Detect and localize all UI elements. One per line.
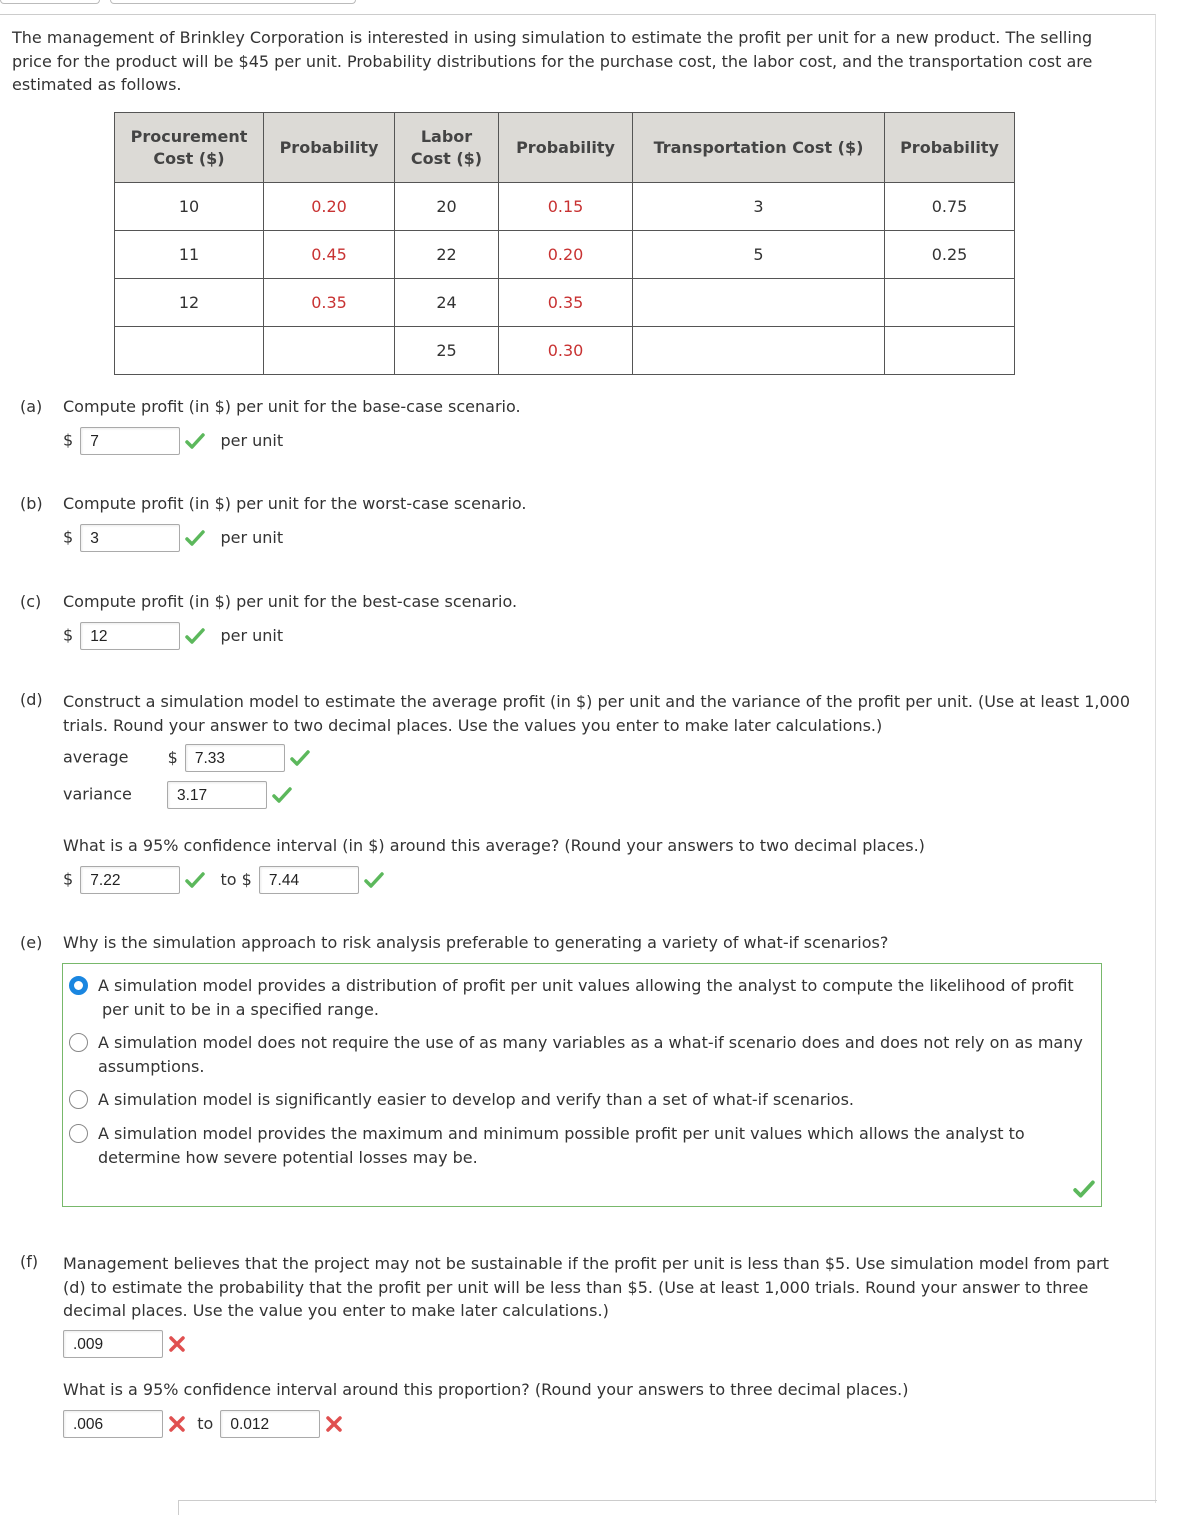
to-dollar-label: to $ [220, 869, 252, 889]
check-icon [185, 433, 205, 449]
per-unit-label: per unit [220, 625, 284, 645]
to-label: to [197, 1413, 214, 1433]
tab-outline-2[interactable] [110, 0, 356, 4]
dollar-sign: $ [63, 430, 74, 450]
cell: 0.30 [499, 327, 633, 375]
part-d-average [63, 744, 310, 772]
dollar-sign: $ [63, 625, 74, 645]
variance-label: variance [63, 784, 132, 804]
header-procurement-text: Procurement Cost ($) [130, 126, 248, 168]
probability-table [114, 112, 1015, 375]
cell: 0.20 [499, 231, 633, 279]
top-tabs [0, 0, 1178, 4]
per-unit-label: per unit [220, 430, 284, 450]
part-d-ci-question: What is a 95% confidence interval (in $) around this average? (Round your answers to two decimal places.) [63, 836, 925, 855]
part-f-answer [63, 1330, 186, 1358]
f-ci-high-input[interactable]: 0.012 [220, 1410, 320, 1438]
part-c-label: (c) [20, 592, 42, 611]
part-a-answer [63, 427, 283, 455]
check-icon [1073, 1180, 1095, 1198]
part-f-ci-question: What is a 95% confidence interval around this proportion? (Round your answers to three decimal places.) [63, 1380, 909, 1399]
cell: 0.45 [264, 231, 395, 279]
cell: 0.35 [264, 279, 395, 327]
bottom-frame-line [178, 1500, 1157, 1515]
part-d-text: Construct a simulation model to estimate the average profit (in $) per unit and the variance of the profit per unit. (Use at least 1,000 trials. Round your answer to two decimal places. Use the values you enter to make later calculations.) [63, 692, 1130, 735]
dollar-sign: $ [63, 869, 74, 889]
option-4-radio[interactable] [69, 1124, 88, 1143]
header-prob1: Probability [264, 113, 395, 183]
cell: 0.25 [885, 231, 1015, 279]
cell: 0.75 [885, 183, 1015, 231]
cell: 3 [633, 183, 885, 231]
part-c-answer [63, 622, 283, 650]
ci-low-input[interactable]: 7.22 [80, 866, 180, 894]
cell: 11 [115, 231, 264, 279]
part-c-question [20, 592, 517, 611]
check-icon [185, 872, 205, 888]
tab-outline-1[interactable] [0, 0, 100, 4]
header-labor-text: Labor Cost ($) [410, 126, 483, 168]
header-transport: Transportation Cost ($) [633, 113, 885, 183]
cell [885, 279, 1015, 327]
average-input[interactable]: 7.33 [185, 744, 285, 772]
cell: 0.35 [499, 279, 633, 327]
part-f-input[interactable]: .009 [63, 1330, 163, 1358]
cell [633, 327, 885, 375]
part-a-label: (a) [20, 397, 43, 416]
header-labor [395, 113, 499, 183]
header-prob2: Probability [499, 113, 633, 183]
check-icon [185, 628, 205, 644]
option-1-radio[interactable] [69, 976, 88, 995]
check-icon [290, 750, 310, 766]
cell [115, 327, 264, 375]
cross-icon [168, 1335, 186, 1353]
part-f-ci-answer [63, 1410, 343, 1438]
cross-icon [168, 1415, 186, 1433]
header-prob3: Probability [885, 113, 1015, 183]
option-2-radio[interactable] [69, 1033, 88, 1052]
cell [264, 327, 395, 375]
option-2-text[interactable]: A simulation model does not require the use of as many variables as a what-if scenario does and does not rely on as many assumptions. [98, 1033, 1083, 1076]
part-c-text: Compute profit (in $) per unit for the best-case scenario. [63, 592, 518, 611]
part-a-text: Compute profit (in $) per unit for the base-case scenario. [63, 397, 521, 416]
cell: 12 [115, 279, 264, 327]
option-1-text[interactable]: A simulation model provides a distribution of profit per unit values allowing the analyst to compute the likelihood of profit per unit to be in a specified range. [98, 976, 1074, 1019]
cell [633, 279, 885, 327]
part-b-question [20, 494, 527, 513]
cell: 5 [633, 231, 885, 279]
cell: 0.15 [499, 183, 633, 231]
dollar-sign: $ [63, 527, 74, 547]
table-row [115, 183, 1015, 231]
part-e-label: (e) [20, 933, 43, 952]
f-ci-low-input[interactable]: .006 [63, 1410, 163, 1438]
option-3-radio[interactable] [69, 1090, 88, 1109]
part-b-answer [63, 524, 283, 552]
part-d-variance [63, 781, 292, 809]
part-b-input[interactable]: 3 [80, 524, 180, 552]
part-b-text: Compute profit (in $) per unit for the worst-case scenario. [63, 494, 527, 513]
part-d-label: (d) [20, 690, 43, 709]
header-procurement [115, 113, 264, 183]
check-icon [364, 872, 384, 888]
option-3-text[interactable]: A simulation model is significantly easier to develop and verify than a set of what-if scenarios. [98, 1090, 854, 1109]
variance-input[interactable]: 3.17 [167, 781, 267, 809]
check-icon [272, 787, 292, 803]
part-d-ci-answer [63, 866, 384, 894]
ci-high-input[interactable]: 7.44 [259, 866, 359, 894]
table-row [115, 231, 1015, 279]
per-unit-label: per unit [220, 527, 284, 547]
cross-icon [325, 1415, 343, 1433]
cell: 20 [395, 183, 499, 231]
part-b-label: (b) [20, 494, 43, 513]
part-a-question [20, 397, 521, 416]
average-label: average [63, 747, 129, 767]
part-e-text: Why is the simulation approach to risk analysis preferable to generating a variety of what-if scenarios? [63, 933, 889, 952]
cell [885, 327, 1015, 375]
part-f-question [20, 1252, 1130, 1323]
part-d-question [20, 690, 1130, 737]
cell: 24 [395, 279, 499, 327]
part-a-input[interactable]: 7 [80, 427, 180, 455]
cell: 0.20 [264, 183, 395, 231]
check-icon [185, 530, 205, 546]
option-4-text[interactable]: A simulation model provides the maximum and minimum possible profit per unit values which allows the analyst to determine how severe potential losses may be. [98, 1124, 1025, 1167]
cell: 25 [395, 327, 499, 375]
part-c-input[interactable]: 12 [80, 622, 180, 650]
table-row [115, 279, 1015, 327]
table-row [115, 327, 1015, 375]
problem-intro: The management of Brinkley Corporation is interested in using simulation to estimate the profit per unit for a new product. The selling price for the product will be $45 per unit. Probability distributions for the purchase cost, the labor cost, and the transportation cost are estimated as follows. [12, 28, 1093, 94]
part-f-text: Management believes that the project may not be sustainable if the profit per unit is less than $5. Use simulation model from part (d) to estimate the probability that the profit per unit will be less than $5. (Use at least 1,000 trials. Round your answer to three decimal places. Use the value you enter to make later calculations.) [63, 1254, 1109, 1320]
part-e-question [20, 933, 888, 952]
part-f-label: (f) [20, 1252, 39, 1271]
cell: 22 [395, 231, 499, 279]
table-header-row [115, 113, 1015, 183]
dollar-sign: $ [167, 747, 178, 767]
cell: 10 [115, 183, 264, 231]
